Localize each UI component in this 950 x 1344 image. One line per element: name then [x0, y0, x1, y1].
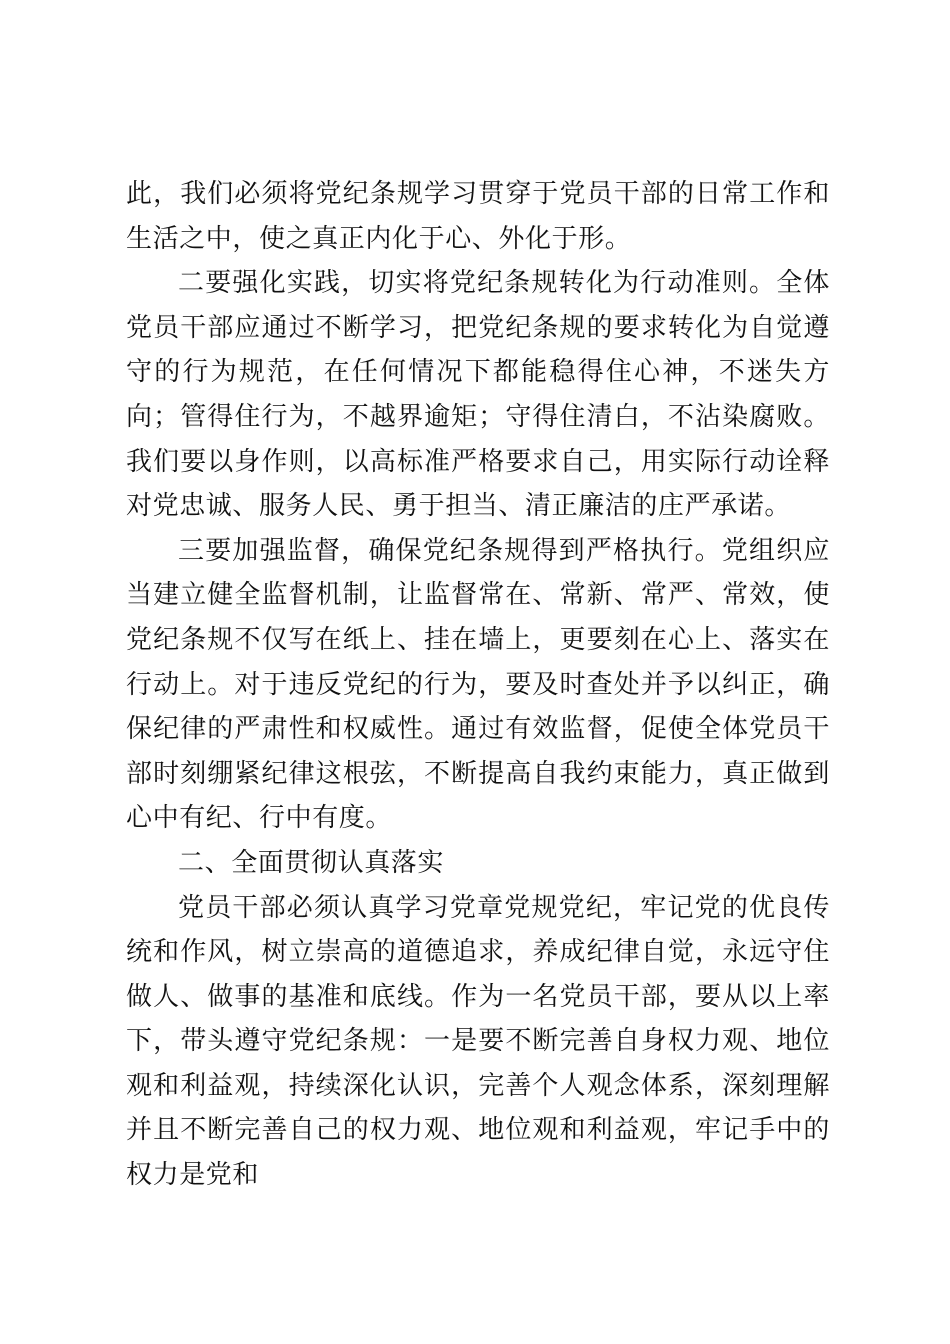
paragraph-supervision: 三要加强监督，确保党纪条规得到严格执行。党组织应当建立健全监督机制，让监督常在、常新、常严、常效，使党纪条规不仅写在纸上、挂在墙上，更要刻在心上、落实在行动上。对于违反党纪的行为，要及时查处并予以纠正，确保纪律的严肃性和权威性。通过有效监督，促使全体党员干部时刻绷紧纪律这根弦，不断提高自我约束能力，真正做到心中有纪、行中有度。 [126, 535, 830, 834]
paragraph-implementation: 党员干部必须认真学习党章党规党纪，牢记党的优良传统和作风，树立崇高的道德追求，养成纪律自觉，永远守住做人、做事的基准和底线。作为一名党员干部，要从以上率下，带头遵守党纪条规：一是要不断完善自身权力观、地位观和利益观，持续深化认识，完善个人观念体系，深刻理解并且不断完善自己的权力观、地位观和利益观，牢记手中的权力是党和 [126, 892, 830, 1191]
section-heading: 二、全面贯彻认真落实 [178, 847, 445, 878]
paragraph-continuation: 此，我们必须将党纪条规学习贯穿于党员干部的日常工作和生活之中，使之真正内化于心、外化于形。 [126, 179, 830, 254]
document-body [126, 172, 830, 1198]
paragraph-practice: 二要强化实践，切实将党纪条规转化为行动准则。全体党员干部应通过不断学习，把党纪条规的要求转化为自觉遵守的行为规范，在任何情况下都能稳得住心神，不迷失方向；管得住行为，不越界逾矩；守得住清白，不沾染腐败。我们要以身作则，以高标准严格要求自己，用实际行动诠释对党忠诚、服务人民、勇于担当、清正廉洁的庄严承诺。 [126, 268, 830, 522]
